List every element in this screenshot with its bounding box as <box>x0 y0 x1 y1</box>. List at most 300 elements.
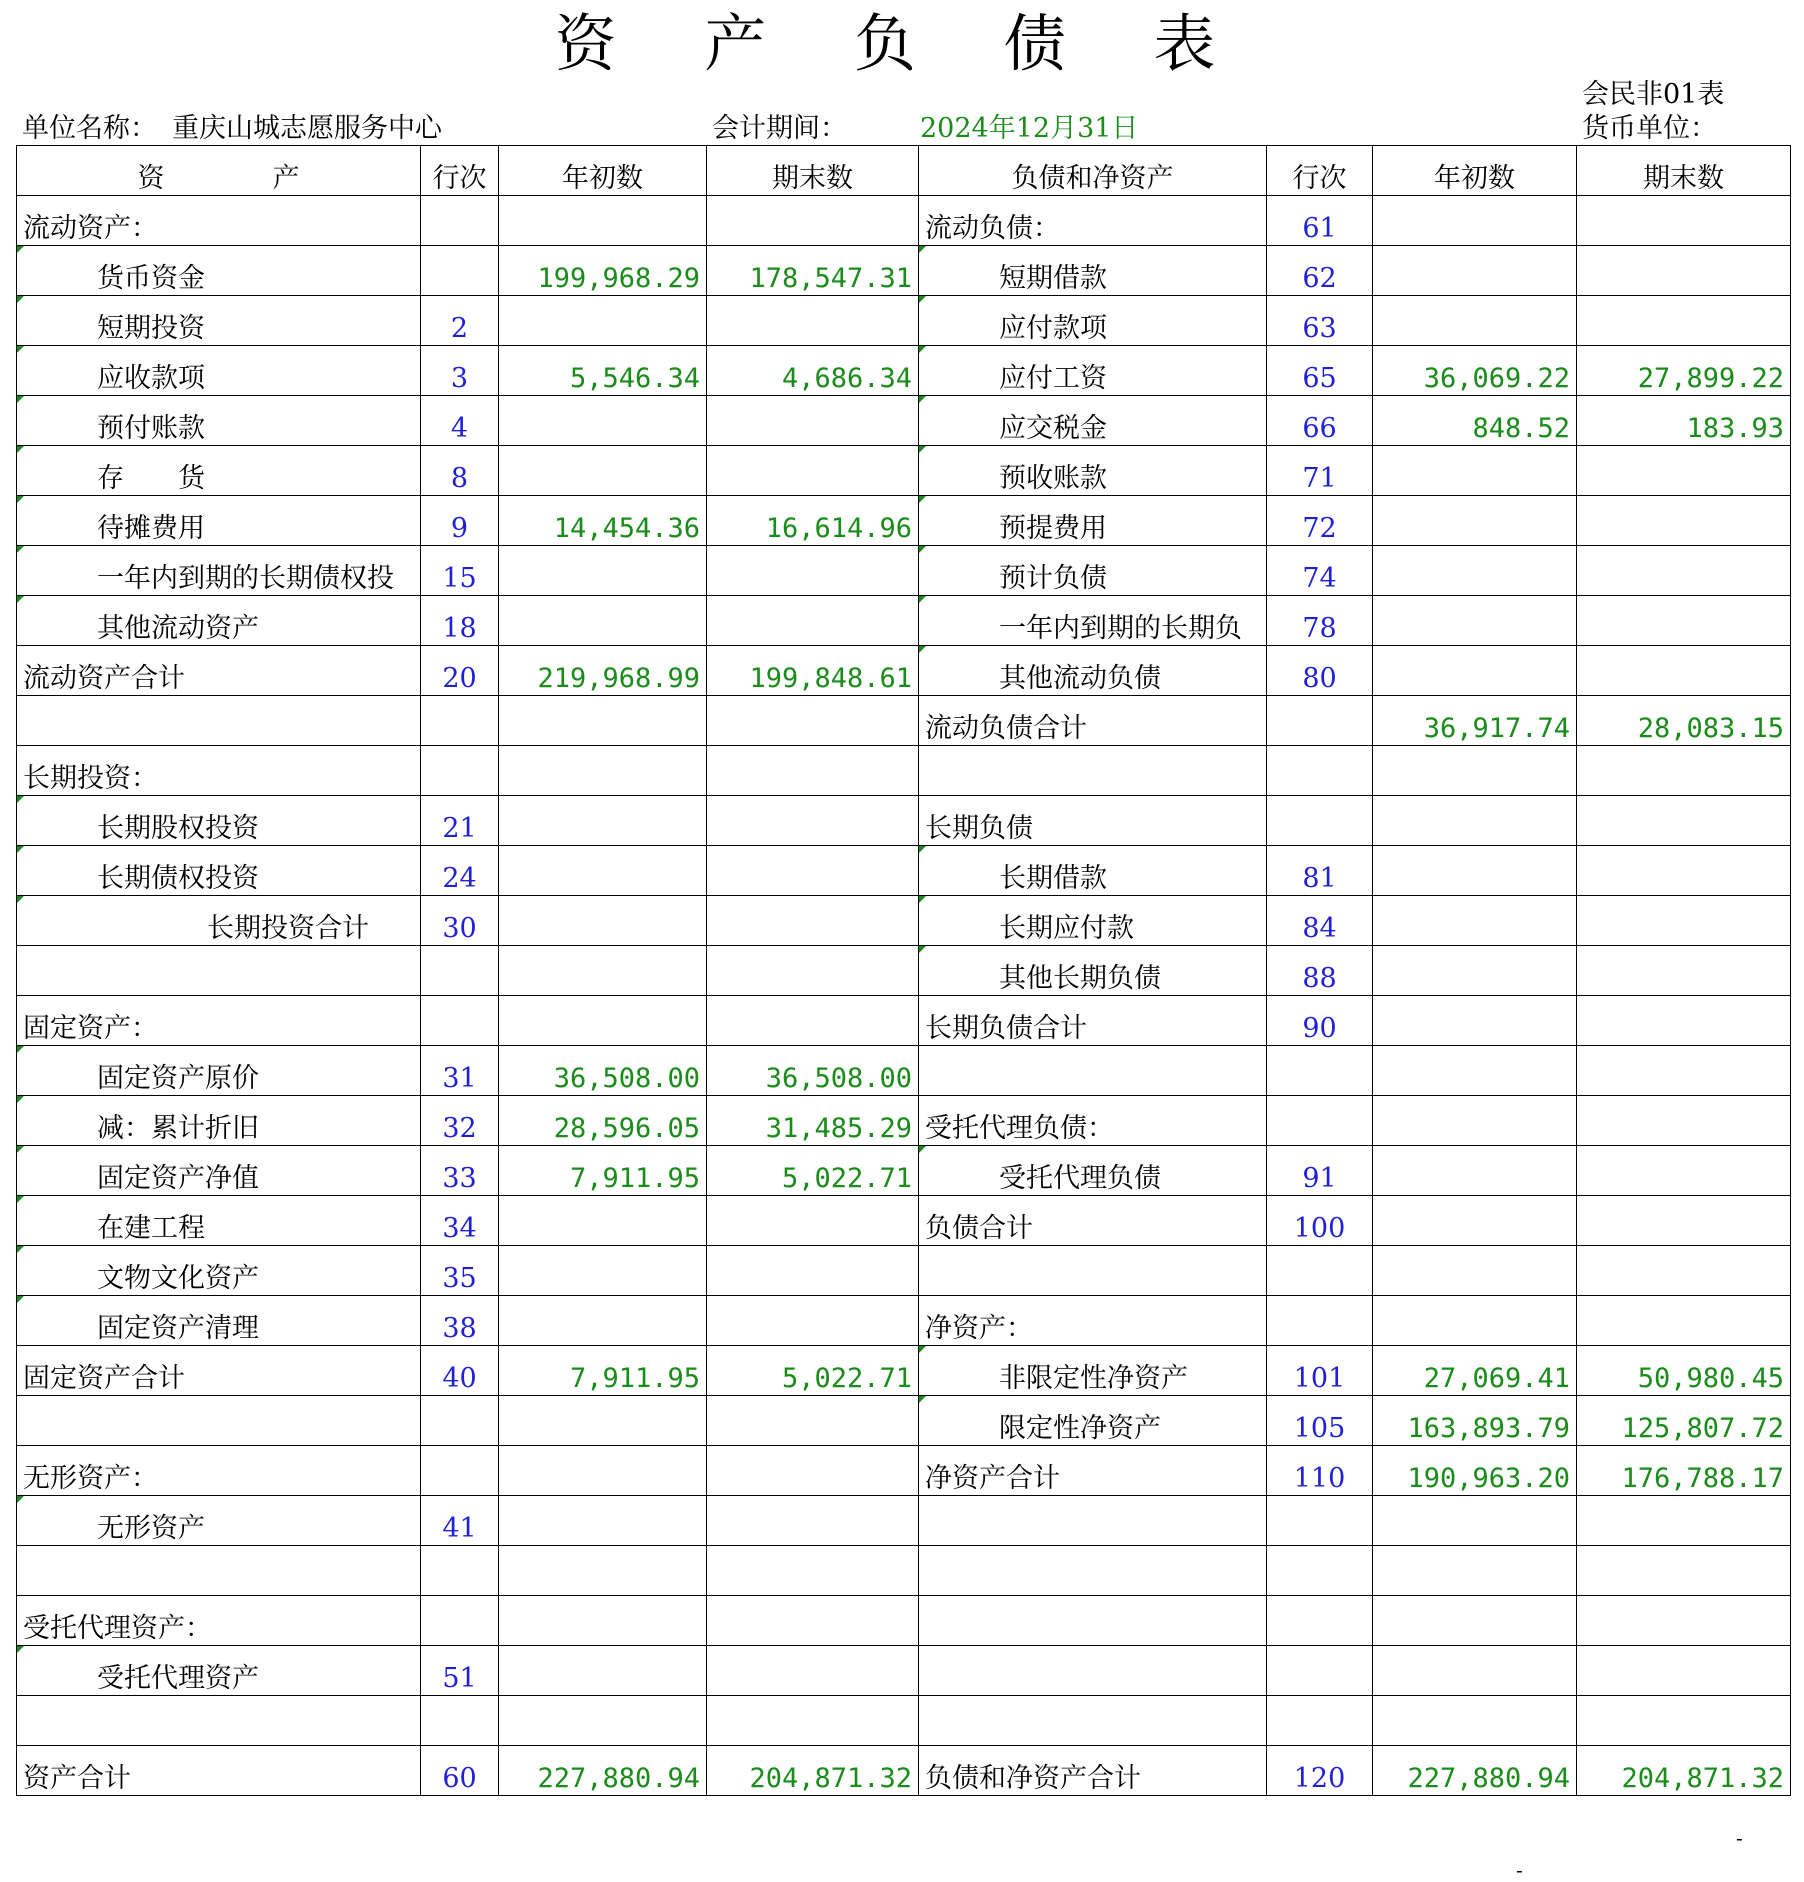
liability-name-cell[interactable]: 其他流动负债 <box>919 646 1267 696</box>
asset-name-cell[interactable]: 文物文化资产 <box>17 1246 421 1296</box>
asset-name-cell[interactable] <box>17 1546 421 1596</box>
liability-end-cell[interactable] <box>1577 1296 1791 1346</box>
liability-line-cell[interactable]: 66 <box>1267 396 1373 446</box>
asset-begin-cell[interactable] <box>499 296 707 346</box>
asset-end-cell[interactable] <box>707 846 919 896</box>
liability-line-cell[interactable] <box>1267 1546 1373 1596</box>
asset-end-cell[interactable] <box>707 746 919 796</box>
asset-name-cell[interactable]: 无形资产 <box>17 1496 421 1546</box>
asset-end-cell[interactable]: 178,547.31 <box>707 246 919 296</box>
liability-name-cell[interactable]: 长期负债合计 <box>919 996 1267 1046</box>
asset-begin-cell[interactable] <box>499 1446 707 1496</box>
col-header-line: 行次 <box>421 146 499 196</box>
liability-line-cell[interactable] <box>1267 1696 1373 1746</box>
asset-begin-cell[interactable] <box>499 1396 707 1446</box>
col-header-begin: 年初数 <box>499 146 707 196</box>
asset-begin-cell[interactable] <box>499 1296 707 1346</box>
asset-end-cell[interactable] <box>707 446 919 496</box>
liability-begin-cell[interactable] <box>1373 646 1577 696</box>
table-row <box>17 1146 1791 1196</box>
asset-line-cell[interactable]: 31 <box>421 1046 499 1096</box>
liability-line-cell[interactable] <box>1267 1046 1373 1096</box>
liability-line-cell[interactable] <box>1267 1296 1373 1346</box>
liability-end-cell[interactable] <box>1577 646 1791 696</box>
liability-line-cell[interactable]: 91 <box>1267 1146 1373 1196</box>
asset-name-cell[interactable]: 长期债权投资 <box>17 846 421 896</box>
liability-line-cell[interactable]: 110 <box>1267 1446 1373 1496</box>
liability-line-cell[interactable] <box>1267 1246 1373 1296</box>
asset-name-cell[interactable]: 应收款项 <box>17 346 421 396</box>
table-row <box>17 346 1791 396</box>
liability-end-cell[interactable]: 125,807.72 <box>1577 1396 1791 1446</box>
asset-line-cell[interactable] <box>421 696 499 746</box>
liability-name-cell[interactable]: 其他长期负债 <box>919 946 1267 996</box>
asset-end-cell[interactable]: 199,848.61 <box>707 646 919 696</box>
table-row <box>17 1446 1791 1496</box>
liability-begin-cell[interactable] <box>1373 546 1577 596</box>
asset-begin-cell[interactable]: 7,911.95 <box>499 1146 707 1196</box>
asset-line-cell[interactable]: 15 <box>421 546 499 596</box>
asset-begin-cell[interactable] <box>499 1496 707 1546</box>
asset-end-cell[interactable] <box>707 1696 919 1746</box>
liability-name-cell[interactable]: 预收账款 <box>919 446 1267 496</box>
liability-begin-cell[interactable]: 227,880.94 <box>1373 1746 1577 1796</box>
liability-end-cell[interactable] <box>1577 1646 1791 1696</box>
asset-begin-cell[interactable] <box>499 1196 707 1246</box>
asset-begin-cell[interactable] <box>499 746 707 796</box>
asset-end-cell[interactable]: 5,022.71 <box>707 1146 919 1196</box>
liability-begin-cell[interactable] <box>1373 296 1577 346</box>
asset-name-cell[interactable]: 在建工程 <box>17 1196 421 1246</box>
table-row <box>17 246 1791 296</box>
liability-line-cell[interactable]: 120 <box>1267 1746 1373 1796</box>
asset-end-cell[interactable]: 5,022.71 <box>707 1346 919 1396</box>
asset-line-cell[interactable]: 60 <box>421 1746 499 1796</box>
asset-name-cell[interactable]: 固定资产： <box>17 996 421 1046</box>
asset-begin-cell[interactable]: 36,508.00 <box>499 1046 707 1096</box>
liability-begin-cell[interactable]: 36,917.74 <box>1373 696 1577 746</box>
table-row <box>17 396 1791 446</box>
liability-line-cell[interactable]: 105 <box>1267 1396 1373 1446</box>
asset-name-cell[interactable]: 存 货 <box>17 446 421 496</box>
liability-end-cell[interactable] <box>1577 296 1791 346</box>
asset-line-cell[interactable]: 51 <box>421 1646 499 1696</box>
liability-begin-cell[interactable] <box>1373 1096 1577 1146</box>
asset-end-cell[interactable] <box>707 1296 919 1346</box>
asset-begin-cell[interactable] <box>499 946 707 996</box>
asset-line-cell[interactable] <box>421 1396 499 1446</box>
asset-name-cell[interactable] <box>17 1696 421 1746</box>
liability-begin-cell[interactable] <box>1373 246 1577 296</box>
liability-begin-cell[interactable]: 27,069.41 <box>1373 1346 1577 1396</box>
liability-name-cell[interactable]: 长期借款 <box>919 846 1267 896</box>
asset-name-cell[interactable]: 受托代理资产 <box>17 1646 421 1696</box>
asset-begin-cell[interactable] <box>499 896 707 946</box>
liability-name-cell[interactable] <box>919 746 1267 796</box>
liability-line-cell[interactable] <box>1267 1596 1373 1646</box>
asset-name-cell[interactable]: 固定资产合计 <box>17 1346 421 1396</box>
asset-line-cell[interactable]: 34 <box>421 1196 499 1246</box>
asset-begin-cell[interactable] <box>499 1246 707 1296</box>
asset-name-cell[interactable]: 减：累计折旧 <box>17 1096 421 1146</box>
liability-end-cell[interactable] <box>1577 496 1791 546</box>
liability-end-cell[interactable] <box>1577 896 1791 946</box>
asset-end-cell[interactable]: 31,485.29 <box>707 1096 919 1146</box>
asset-line-cell[interactable]: 3 <box>421 346 499 396</box>
liability-line-cell[interactable]: 100 <box>1267 1196 1373 1246</box>
liability-begin-cell[interactable] <box>1373 746 1577 796</box>
liability-line-cell[interactable]: 88 <box>1267 946 1373 996</box>
table-row <box>17 946 1791 996</box>
unit-name-label: 单位名称： <box>22 113 157 144</box>
table-row <box>17 796 1791 846</box>
table-row <box>17 196 1791 246</box>
liability-name-cell[interactable]: 一年内到期的长期负 <box>919 596 1267 646</box>
asset-begin-cell[interactable] <box>499 796 707 846</box>
table-row <box>17 596 1791 646</box>
asset-name-cell[interactable]: 受托代理资产： <box>17 1596 421 1646</box>
asset-end-cell[interactable]: 204,871.32 <box>707 1746 919 1796</box>
asset-line-cell[interactable]: 38 <box>421 1296 499 1346</box>
asset-line-cell[interactable] <box>421 996 499 1046</box>
asset-begin-cell[interactable] <box>499 1596 707 1646</box>
table-row <box>17 1696 1791 1746</box>
liability-begin-cell[interactable]: 36,069.22 <box>1373 346 1577 396</box>
liability-line-cell[interactable]: 80 <box>1267 646 1373 696</box>
asset-line-cell[interactable]: 20 <box>421 646 499 696</box>
liability-end-cell[interactable] <box>1577 196 1791 246</box>
asset-begin-cell[interactable]: 28,596.05 <box>499 1096 707 1146</box>
asset-begin-cell[interactable]: 5,546.34 <box>499 346 707 396</box>
asset-begin-cell[interactable] <box>499 546 707 596</box>
liability-name-cell[interactable]: 长期负债 <box>919 796 1267 846</box>
liability-name-cell[interactable]: 预计负债 <box>919 546 1267 596</box>
liability-name-cell[interactable] <box>919 1596 1267 1646</box>
liability-end-cell[interactable] <box>1577 946 1791 996</box>
table-row <box>17 1546 1791 1596</box>
asset-name-cell[interactable]: 长期股权投资 <box>17 796 421 846</box>
table-row <box>17 296 1791 346</box>
liability-begin-cell[interactable] <box>1373 1546 1577 1596</box>
asset-line-cell[interactable]: 40 <box>421 1346 499 1396</box>
liability-end-cell[interactable] <box>1577 1246 1791 1296</box>
asset-name-cell[interactable]: 长期投资合计 <box>17 896 421 946</box>
table-row <box>17 546 1791 596</box>
asset-begin-cell[interactable]: 219,968.99 <box>499 646 707 696</box>
asset-name-cell[interactable]: 固定资产净值 <box>17 1146 421 1196</box>
asset-name-cell[interactable]: 长期投资： <box>17 746 421 796</box>
liability-begin-cell[interactable] <box>1373 196 1577 246</box>
asset-begin-cell[interactable]: 199,968.29 <box>499 246 707 296</box>
liability-end-cell[interactable] <box>1577 1196 1791 1246</box>
liability-begin-cell[interactable] <box>1373 1196 1577 1246</box>
table-row <box>17 1246 1791 1296</box>
liability-end-cell[interactable] <box>1577 1546 1791 1596</box>
liability-begin-cell[interactable]: 190,963.20 <box>1373 1446 1577 1496</box>
col-header-line-2: 行次 <box>1267 146 1373 196</box>
liability-name-cell[interactable] <box>919 1496 1267 1546</box>
asset-end-cell[interactable] <box>707 796 919 846</box>
asset-end-cell[interactable] <box>707 596 919 646</box>
table-row <box>17 1496 1791 1546</box>
liability-begin-cell[interactable] <box>1373 796 1577 846</box>
period-value: 2024年12月31日 <box>920 113 1139 144</box>
asset-begin-cell[interactable]: 14,454.36 <box>499 496 707 546</box>
liability-line-cell[interactable]: 61 <box>1267 196 1373 246</box>
liability-end-cell[interactable] <box>1577 1046 1791 1096</box>
asset-line-cell[interactable] <box>421 1546 499 1596</box>
liability-end-cell[interactable] <box>1577 1596 1791 1646</box>
asset-end-cell[interactable] <box>707 546 919 596</box>
asset-end-cell[interactable]: 36,508.00 <box>707 1046 919 1096</box>
liability-name-cell[interactable]: 非限定性净资产 <box>919 1346 1267 1396</box>
liability-end-cell[interactable] <box>1577 1696 1791 1746</box>
liability-end-cell[interactable] <box>1577 596 1791 646</box>
asset-begin-cell[interactable] <box>499 696 707 746</box>
asset-name-cell[interactable]: 流动资产合计 <box>17 646 421 696</box>
asset-line-cell[interactable]: 21 <box>421 796 499 846</box>
liability-line-cell[interactable]: 90 <box>1267 996 1373 1046</box>
liability-begin-cell[interactable] <box>1373 946 1577 996</box>
asset-name-cell[interactable]: 无形资产： <box>17 1446 421 1496</box>
asset-name-cell[interactable]: 固定资产清理 <box>17 1296 421 1346</box>
asset-line-cell[interactable]: 2 <box>421 296 499 346</box>
liability-end-cell[interactable] <box>1577 796 1791 846</box>
asset-end-cell[interactable] <box>707 946 919 996</box>
asset-begin-cell[interactable]: 7,911.95 <box>499 1346 707 1396</box>
asset-end-cell[interactable] <box>707 1196 919 1246</box>
liability-name-cell[interactable]: 负债合计 <box>919 1196 1267 1246</box>
liability-end-cell[interactable] <box>1577 996 1791 1046</box>
asset-begin-cell[interactable] <box>499 446 707 496</box>
liability-line-cell[interactable] <box>1267 1496 1373 1546</box>
asset-end-cell[interactable] <box>707 996 919 1046</box>
liability-begin-cell[interactable] <box>1373 446 1577 496</box>
asset-name-cell[interactable]: 短期投资 <box>17 296 421 346</box>
liability-begin-cell[interactable] <box>1373 1596 1577 1646</box>
liability-end-cell[interactable] <box>1577 246 1791 296</box>
asset-line-cell[interactable]: 41 <box>421 1496 499 1546</box>
liability-line-cell[interactable] <box>1267 1096 1373 1146</box>
liability-begin-cell[interactable] <box>1373 846 1577 896</box>
asset-name-cell[interactable] <box>17 946 421 996</box>
liability-name-cell[interactable]: 预提费用 <box>919 496 1267 546</box>
table-row <box>17 1196 1791 1246</box>
asset-line-cell[interactable] <box>421 946 499 996</box>
liability-line-cell[interactable]: 81 <box>1267 846 1373 896</box>
liability-end-cell[interactable]: 183.93 <box>1577 396 1791 446</box>
asset-begin-cell[interactable] <box>499 1696 707 1746</box>
asset-line-cell[interactable]: 35 <box>421 1246 499 1296</box>
asset-name-cell[interactable]: 待摊费用 <box>17 496 421 546</box>
asset-end-cell[interactable] <box>707 1546 919 1596</box>
asset-line-cell[interactable] <box>421 746 499 796</box>
report-title: 资 产 负 债 表 <box>554 7 1250 80</box>
asset-begin-cell[interactable] <box>499 396 707 446</box>
liability-line-cell[interactable] <box>1267 746 1373 796</box>
liability-end-cell[interactable] <box>1577 446 1791 496</box>
liability-end-cell[interactable]: 204,871.32 <box>1577 1746 1791 1796</box>
liability-name-cell[interactable]: 流动负债合计 <box>919 696 1267 746</box>
asset-begin-cell[interactable] <box>499 596 707 646</box>
liability-name-cell[interactable] <box>919 1646 1267 1696</box>
liability-begin-cell[interactable] <box>1373 496 1577 546</box>
liability-begin-cell[interactable]: 163,893.79 <box>1373 1396 1577 1446</box>
asset-begin-cell[interactable] <box>499 1546 707 1596</box>
liability-name-cell[interactable]: 受托代理负债 <box>919 1146 1267 1196</box>
liability-name-cell[interactable]: 短期借款 <box>919 246 1267 296</box>
asset-line-cell[interactable]: 18 <box>421 596 499 646</box>
asset-name-cell[interactable]: 其他流动资产 <box>17 596 421 646</box>
liability-line-cell[interactable]: 63 <box>1267 296 1373 346</box>
liability-line-cell[interactable]: 74 <box>1267 546 1373 596</box>
asset-line-cell[interactable]: 9 <box>421 496 499 546</box>
asset-end-cell[interactable] <box>707 196 919 246</box>
table-row <box>17 1296 1791 1346</box>
table-row <box>17 646 1791 696</box>
liability-end-cell[interactable] <box>1577 1146 1791 1196</box>
liability-end-cell[interactable]: 50,980.45 <box>1577 1346 1791 1396</box>
liability-line-cell[interactable]: 72 <box>1267 496 1373 546</box>
liability-begin-cell[interactable] <box>1373 1046 1577 1096</box>
liability-line-cell[interactable]: 62 <box>1267 246 1373 296</box>
table-row <box>17 446 1791 496</box>
footer-mark: - <box>1736 1826 1743 1850</box>
liability-end-cell[interactable]: 27,899.22 <box>1577 346 1791 396</box>
asset-name-cell[interactable]: 流动资产： <box>17 196 421 246</box>
liability-name-cell[interactable] <box>919 1546 1267 1596</box>
liability-name-cell[interactable]: 净资产合计 <box>919 1446 1267 1496</box>
liability-line-cell[interactable] <box>1267 1646 1373 1696</box>
asset-name-cell[interactable]: 预付账款 <box>17 396 421 446</box>
unit-name: 重庆山城志愿服务中心 <box>172 113 442 144</box>
asset-name-cell[interactable]: 固定资产原价 <box>17 1046 421 1096</box>
liability-begin-cell[interactable] <box>1373 1496 1577 1546</box>
liability-name-cell[interactable]: 受托代理负债： <box>919 1096 1267 1146</box>
liability-name-cell[interactable] <box>919 1046 1267 1096</box>
asset-name-cell[interactable]: 一年内到期的长期债权投 <box>17 546 421 596</box>
asset-end-cell[interactable]: 16,614.96 <box>707 496 919 546</box>
asset-end-cell[interactable] <box>707 696 919 746</box>
liability-line-cell[interactable]: 78 <box>1267 596 1373 646</box>
liability-line-cell[interactable]: 101 <box>1267 1346 1373 1396</box>
asset-line-cell[interactable]: 8 <box>421 446 499 496</box>
liability-begin-cell[interactable] <box>1373 996 1577 1046</box>
asset-end-cell[interactable] <box>707 1596 919 1646</box>
liability-name-cell[interactable]: 流动负债： <box>919 196 1267 246</box>
liability-begin-cell[interactable] <box>1373 896 1577 946</box>
liability-begin-cell[interactable] <box>1373 1146 1577 1196</box>
asset-line-cell[interactable]: 32 <box>421 1096 499 1146</box>
asset-line-cell[interactable] <box>421 1446 499 1496</box>
asset-line-cell[interactable]: 4 <box>421 396 499 446</box>
asset-end-cell[interactable]: 4,686.34 <box>707 346 919 396</box>
liability-end-cell[interactable] <box>1577 1096 1791 1146</box>
asset-line-cell[interactable] <box>421 196 499 246</box>
asset-line-cell[interactable]: 33 <box>421 1146 499 1196</box>
liability-end-cell[interactable]: 176,788.17 <box>1577 1446 1791 1496</box>
table-row <box>17 846 1791 896</box>
balance-sheet-table <box>16 145 1791 1796</box>
liability-begin-cell[interactable] <box>1373 1646 1577 1696</box>
asset-line-cell[interactable]: 24 <box>421 846 499 896</box>
table-row <box>17 1746 1791 1796</box>
liability-name-cell[interactable]: 净资产： <box>919 1296 1267 1346</box>
table-row <box>17 896 1791 946</box>
currency-label: 货币单位： <box>1582 113 1717 144</box>
asset-begin-cell[interactable] <box>499 846 707 896</box>
asset-line-cell[interactable] <box>421 1596 499 1646</box>
asset-end-cell[interactable] <box>707 296 919 346</box>
liability-name-cell[interactable] <box>919 1696 1267 1746</box>
liability-name-cell[interactable]: 限定性净资产 <box>919 1396 1267 1446</box>
liability-end-cell[interactable] <box>1577 746 1791 796</box>
liability-begin-cell[interactable] <box>1373 596 1577 646</box>
liability-name-cell[interactable]: 应交税金 <box>919 396 1267 446</box>
table-row <box>17 1046 1791 1096</box>
asset-name-cell[interactable]: 资产合计 <box>17 1746 421 1796</box>
asset-end-cell[interactable] <box>707 1496 919 1546</box>
asset-begin-cell[interactable] <box>499 996 707 1046</box>
table-row <box>17 1346 1791 1396</box>
asset-end-cell[interactable] <box>707 896 919 946</box>
asset-name-cell[interactable]: 货币资金 <box>17 246 421 296</box>
liability-begin-cell[interactable]: 848.52 <box>1373 396 1577 446</box>
liability-end-cell[interactable]: 28,083.15 <box>1577 696 1791 746</box>
asset-begin-cell[interactable] <box>499 196 707 246</box>
liability-name-cell[interactable]: 应付款项 <box>919 296 1267 346</box>
liability-line-cell[interactable]: 84 <box>1267 896 1373 946</box>
liability-begin-cell[interactable] <box>1373 1246 1577 1296</box>
table-header-row <box>17 146 1791 196</box>
liability-line-cell[interactable]: 71 <box>1267 446 1373 496</box>
asset-end-cell[interactable] <box>707 1446 919 1496</box>
asset-line-cell[interactable]: 30 <box>421 896 499 946</box>
col-header-liabilities: 负债和净资产 <box>919 146 1267 196</box>
form-code: 会民非01表 <box>1582 79 1725 110</box>
table-row <box>17 1596 1791 1646</box>
liability-name-cell[interactable] <box>919 1246 1267 1296</box>
liability-end-cell[interactable] <box>1577 846 1791 896</box>
liability-name-cell[interactable]: 负债和净资产合计 <box>919 1746 1267 1796</box>
liability-line-cell[interactable] <box>1267 796 1373 846</box>
table-row <box>17 1096 1791 1146</box>
liability-name-cell[interactable]: 长期应付款 <box>919 896 1267 946</box>
liability-end-cell[interactable] <box>1577 1496 1791 1546</box>
asset-line-cell[interactable] <box>421 1696 499 1746</box>
asset-end-cell[interactable] <box>707 396 919 446</box>
liability-line-cell[interactable]: 65 <box>1267 346 1373 396</box>
asset-end-cell[interactable] <box>707 1646 919 1696</box>
asset-begin-cell[interactable] <box>499 1646 707 1696</box>
asset-line-cell[interactable] <box>421 246 499 296</box>
liability-begin-cell[interactable] <box>1373 1296 1577 1346</box>
asset-begin-cell[interactable]: 227,880.94 <box>499 1746 707 1796</box>
liability-name-cell[interactable]: 应付工资 <box>919 346 1267 396</box>
table-row <box>17 696 1791 746</box>
asset-name-cell[interactable] <box>17 1396 421 1446</box>
asset-end-cell[interactable] <box>707 1396 919 1446</box>
period-label: 会计期间： <box>712 113 847 144</box>
liability-line-cell[interactable] <box>1267 696 1373 746</box>
liability-end-cell[interactable] <box>1577 546 1791 596</box>
asset-name-cell[interactable] <box>17 696 421 746</box>
table-row <box>17 1646 1791 1696</box>
table-row <box>17 496 1791 546</box>
col-header-end-2: 期末数 <box>1577 146 1791 196</box>
liability-begin-cell[interactable] <box>1373 1696 1577 1746</box>
asset-end-cell[interactable] <box>707 1246 919 1296</box>
